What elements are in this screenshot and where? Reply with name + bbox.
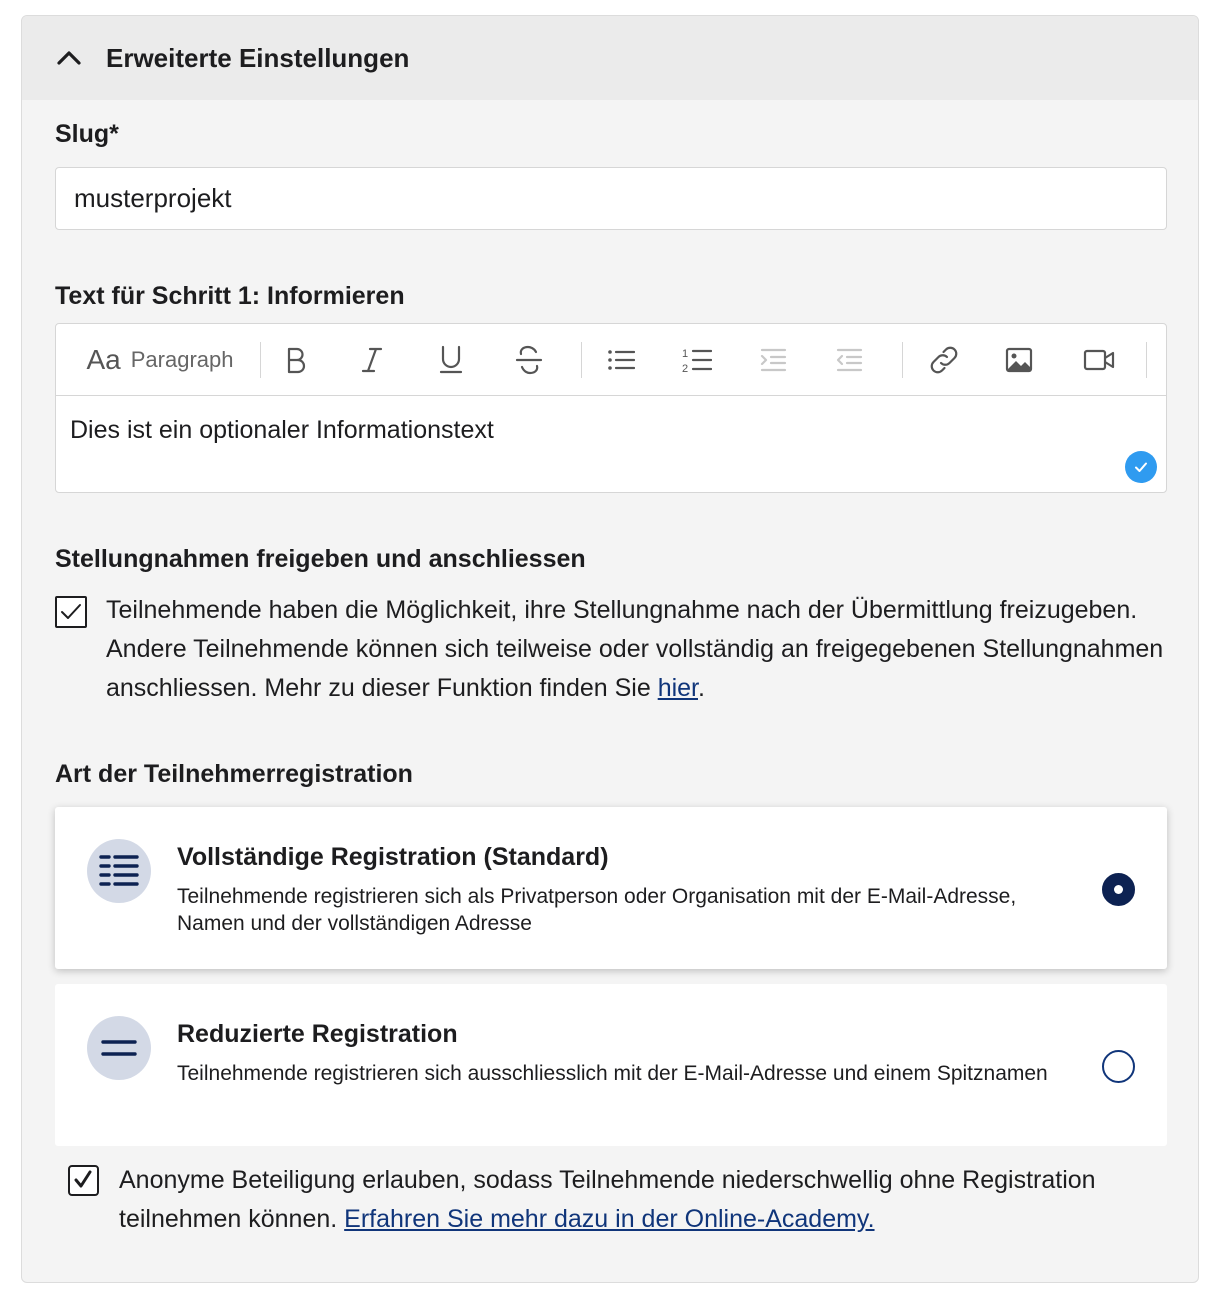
rich-text-editor xyxy=(55,323,1167,493)
numbered-list-icon xyxy=(682,346,712,374)
link-icon xyxy=(928,346,960,374)
option-description: Teilnehmende registrieren sich als Privatperson oder Organisation mit der E-Mail-Adresse, Namen und der vollständigen Adresse xyxy=(177,885,1017,935)
strikethrough-button[interactable] xyxy=(511,341,547,379)
checkmark-icon xyxy=(70,1167,97,1194)
paragraph-style-label: Paragraph xyxy=(130,347,234,372)
bullet-list-button[interactable] xyxy=(603,341,639,379)
panel-title: Erweiterte Einstellungen xyxy=(106,42,410,73)
editor-content[interactable]: Dies ist ein optionaler Informationstext xyxy=(70,416,494,444)
paragraph-style-dropdown[interactable] xyxy=(80,341,240,379)
editor-toolbar xyxy=(56,324,1166,396)
anonymous-participation-text: Anonyme Beteiligung erlauben, sodass Teilnehmende niederschwellig ohne Registration teilnehmen können. Erfahren Sie mehr dazu in der Online-Academy. xyxy=(119,1166,1096,1233)
advanced-settings-panel xyxy=(21,15,1199,1283)
reduced-registration-radio[interactable] xyxy=(1102,1050,1135,1083)
numbered-list-button[interactable] xyxy=(679,341,715,379)
step-text-label: Text für Schritt 1: Informieren xyxy=(55,282,405,310)
option-title: Vollständige Registration (Standard) xyxy=(177,843,609,871)
video-camera-icon xyxy=(1083,348,1115,372)
checkmark-icon xyxy=(57,598,85,626)
anonymous-participation-checkbox[interactable] xyxy=(68,1165,99,1196)
full-registration-radio[interactable] xyxy=(1102,873,1135,906)
registration-option-full[interactable] xyxy=(55,807,1167,969)
bold-icon xyxy=(284,346,308,374)
share-statements-checkbox[interactable] xyxy=(55,596,87,628)
statements-description: Teilnehmende haben die Möglichkeit, ihre Stellungnahme nach der Übermittlung freizugeben. Andere Teilnehmende können sich teilweise oder vollständig an freigegebenen Stellungnahmen anschliessen. Mehr zu dieser Funktion finden Sie hier. xyxy=(106,596,1164,702)
online-academy-link[interactable]: Erfahren Sie mehr dazu in der Online-Academy. xyxy=(344,1205,875,1233)
strikethrough-icon xyxy=(515,345,543,375)
slug-input[interactable] xyxy=(55,167,1167,230)
italic-icon xyxy=(360,346,384,374)
svg-text:2: 2 xyxy=(682,363,689,374)
indent-button[interactable] xyxy=(755,341,791,379)
video-button[interactable] xyxy=(1079,341,1119,379)
statements-heading: Stellungnahmen freigeben und anschliessen xyxy=(55,545,586,573)
svg-text:1: 1 xyxy=(682,348,689,360)
chevron-up-icon xyxy=(56,45,82,71)
bullet-list-icon xyxy=(607,348,635,372)
check-badge-icon xyxy=(1125,451,1157,483)
registration-option-reduced[interactable] xyxy=(55,984,1167,1146)
bold-button[interactable] xyxy=(278,341,314,379)
outdent-icon xyxy=(835,348,863,372)
option-title: Reduzierte Registration xyxy=(177,1020,458,1048)
indent-icon xyxy=(759,348,787,372)
full-registration-icon xyxy=(87,839,151,903)
underline-icon xyxy=(438,345,464,375)
italic-button[interactable] xyxy=(354,341,390,379)
font-style-icon: Aa xyxy=(86,344,121,375)
registration-heading: Art der Teilnehmerregistration xyxy=(55,760,413,788)
statements-info-link[interactable]: hier xyxy=(657,674,698,702)
image-button[interactable] xyxy=(1001,341,1037,379)
image-icon xyxy=(1005,347,1033,373)
link-button[interactable] xyxy=(926,341,962,379)
reduced-registration-icon xyxy=(87,1016,151,1080)
outdent-button[interactable] xyxy=(831,341,867,379)
slug-label: Slug* xyxy=(55,120,119,148)
advanced-settings-toggle[interactable] xyxy=(22,16,1198,100)
underline-button[interactable] xyxy=(433,341,469,379)
option-description: Teilnehmende registrieren sich ausschliesslich mit der E-Mail-Adresse und einem Spitznamen xyxy=(177,1062,1048,1085)
